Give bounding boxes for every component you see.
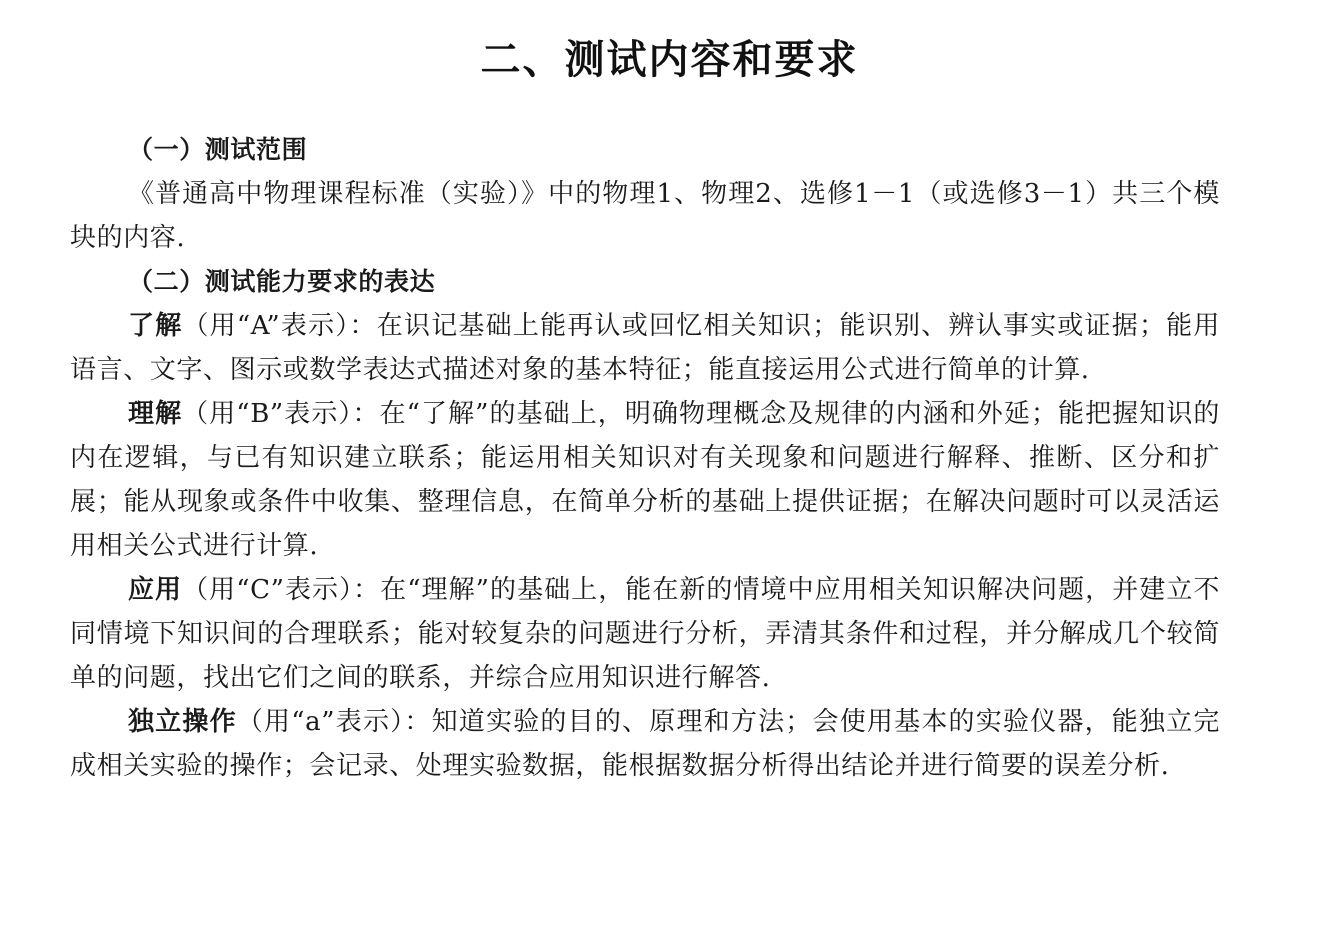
ability-description: （用“A”表示）：在识记基础上能再认或回忆相关知识；能识别、辨认事实或证据；能用语言、文字、图示或数学表达式描述对象的基本特征；能直接运用公式进行简单的计算. (70, 311, 1220, 385)
page-title: 二、测试内容和要求 (480, 37, 859, 83)
ability-description: （用“a”表示）：知道实验的目的、原理和方法；会使用基本的实验仪器，能独立完成相关实验的操作；会记录、处理实验数据，能根据数据分析得出结论并进行简要的误差分析. (70, 707, 1221, 781)
ability-description: （用“C”表示）：在“理解”的基础上，能在新的情境中应用相关知识解决问题，并建立不同情境下知识间的合理联系；能对较复杂的问题进行分析，弄清其条件和过程，并分解成几个较简单的问题，找出它们之间的联系，并综合应用知识进行解答. (70, 575, 1220, 693)
ability-term: 独立操作 (128, 707, 237, 737)
ability-term: 了解 (128, 311, 183, 341)
document-body (70, 128, 1220, 788)
scope-paragraph: 《普通高中物理课程标准（实验）》中的物理1、物理2、选修1－1（或选修3－1）共三个模块的内容. (70, 179, 1220, 253)
ability-paragraph-apply (70, 568, 1220, 700)
ability-paragraph-comprehend (70, 392, 1220, 568)
ability-paragraph-understand (70, 304, 1220, 392)
section-heading-ability: （二）测试能力要求的表达 (128, 267, 436, 296)
ability-description: （用“B”表示）：在“了解”的基础上，明确物理概念及规律的内涵和外延；能把握知识的内在逻辑，与已有知识建立联系；能运用相关知识对有关现象和问题进行解释、推断、区分和扩展；能从现象或条件中收集、整理信息，在简单分析的基础上提供证据；在解决问题时可以灵活运用相关公式进行计算. (70, 399, 1220, 561)
section-heading-scope: （一）测试范围 (128, 135, 308, 164)
ability-paragraph-operate (70, 700, 1220, 788)
ability-term: 理解 (128, 399, 183, 429)
ability-term: 应用 (128, 575, 183, 605)
